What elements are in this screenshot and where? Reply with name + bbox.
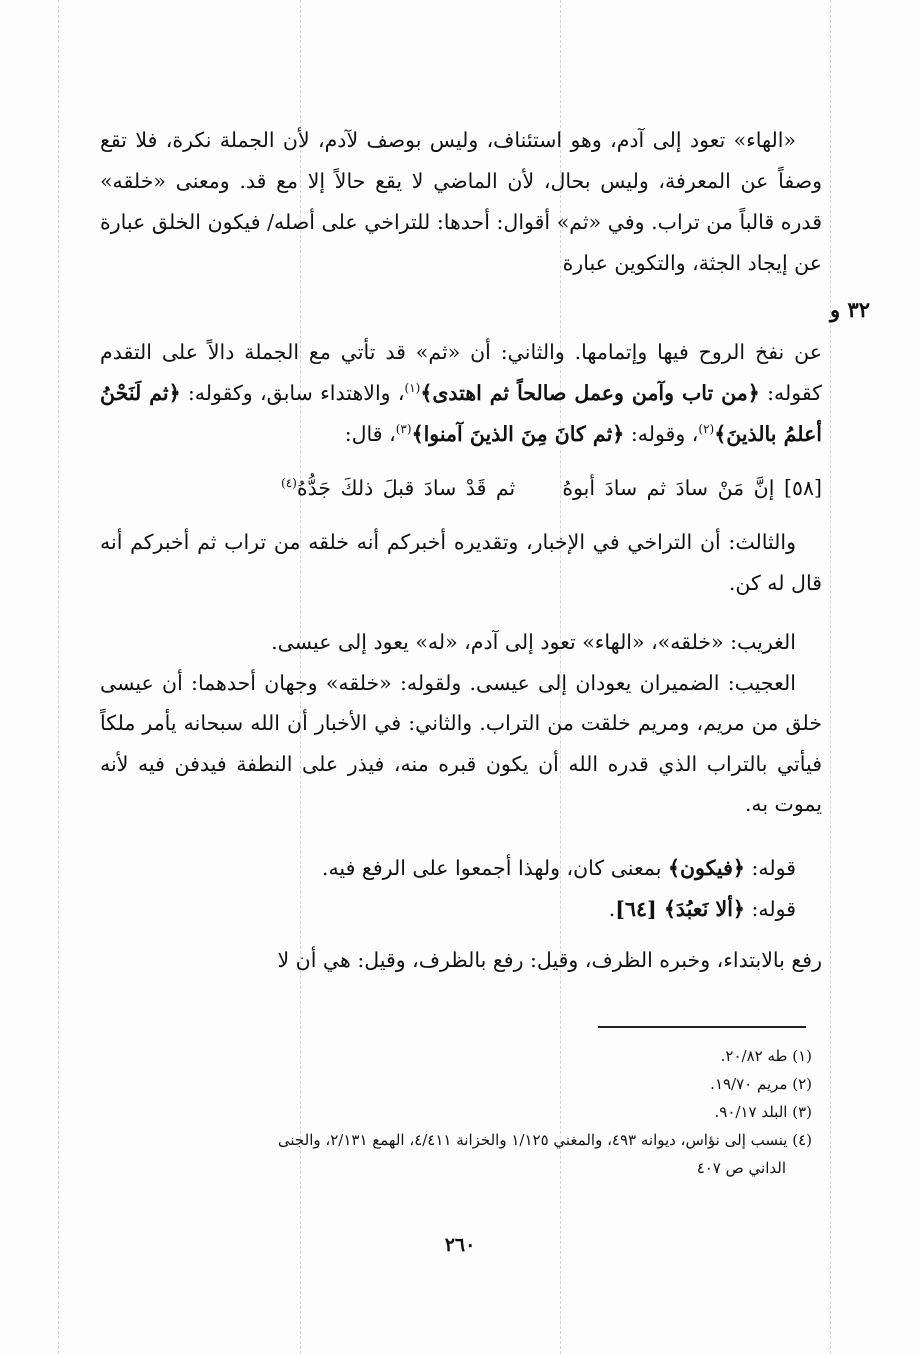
page-number: ٢٦٠ [444, 1234, 476, 1256]
quran-quote: ﴿ألا نَعبُدَ﴾ [٦٤] [615, 897, 745, 921]
footnote [100, 1098, 812, 1126]
paragraph-text: ، قال: [344, 422, 396, 446]
quran-quote: ﴿ثم لَنَحْنُ أعلمُ بالذينَ﴾ [100, 381, 822, 446]
paragraph-gharib [100, 622, 822, 663]
quran-quote: ﴿فيكون﴾ [667, 856, 745, 880]
footnote-marker: (٤) [281, 476, 297, 491]
footnotes [100, 1042, 812, 1182]
paragraph-text: ، والاهتداء سابق، وكقوله: [180, 381, 405, 405]
paragraph-haa-pronoun [100, 120, 822, 284]
quran-quote: ﴿من تاب وآمن وعمل صالحاً ثم اهتدى﴾ [420, 381, 760, 405]
paragraph-text: عن نفخ الروح فيها وإتمامها. والثاني: أن «ثم» قد تأتي مع الجملة دالاً على التقدم كقوله: [100, 340, 822, 405]
footnote-text: (١) طه ٢٠/٨٢. [720, 1047, 812, 1065]
verse-first-hemistich: إنَّ مَنْ سادَ ثم سادَ أبوهُ [562, 476, 775, 500]
paragraph-alla-nabuda [100, 889, 822, 930]
paragraph-text: ، وقوله: [624, 422, 699, 446]
paragraph-text: العجيب: الضميران يعودان إلى عيسى. ولقوله: «خلقه» وجهان أحدهما: أن عيسى خلق من مريم، ومريم خلقت من التراب. والثاني: في الأخبار أن الله سبحانه يأمر ملكاً فيأتي بالتراب الذي قدره الله أن يكون قبره منه، فيذر على النطفة فيدفن فيه لأنه يموت به. [100, 670, 822, 816]
poetry-verse [100, 468, 822, 508]
footnote-separator [598, 1026, 806, 1028]
quran-quote: ﴿ثم كانَ مِنَ الذينَ آمنوا﴾ [411, 422, 625, 446]
paragraph-fayakun [100, 848, 822, 889]
footnote [100, 1070, 812, 1098]
scan-guide-line [58, 0, 59, 1354]
scan-guide-line [830, 0, 831, 1354]
paragraph-text: قوله: [744, 856, 796, 880]
paragraph-text: الغريب: «خلقه»، «الهاء» تعود إلى آدم، «له» يعود إلى عيسى. [271, 630, 796, 654]
footnote [100, 1042, 812, 1070]
paragraph-text: . [608, 897, 616, 921]
footnote-text: (٣) البلد ٩٠/١٧. [714, 1103, 812, 1121]
footnote-text: (٢) مريم ١٩/٧٠. [710, 1075, 812, 1093]
paragraph-thumma-second-opinion [100, 332, 822, 455]
footnote-marker: (١) [404, 381, 421, 396]
verse-number: [٥٨] [783, 476, 822, 500]
paragraph-text: رفع بالابتداء، وخبره الظرف، وقيل: رفع بالظرف، وقيل: هي أن لا [277, 948, 822, 972]
footnote-marker: (٢) [698, 422, 715, 437]
footnote [100, 1126, 812, 1182]
footnote-text: (٤) ينسب إلى نؤاس، ديوانه ٤٩٣، والمغني ١/١٢٥ والخزانة ٤/٤١١، الهمع ٢/١٣١، والجنى [277, 1131, 812, 1149]
verse-second-hemistich: ثم قَدْ سادَ قبلَ ذلكَ جَدُّهُ [296, 476, 516, 500]
paragraph-ajib [100, 663, 822, 825]
paragraph-thumma-third-opinion [100, 522, 822, 604]
paragraph-text: بمعنى كان، ولهذا أجمعوا على الرفع فيه. [321, 856, 668, 880]
paragraph-text: «الهاء» تعود إلى آدم، وهو استئناف، وليس بوصف لآدم، لأن الجملة نكرة، فلا تقع وصفاً عن المعرفة، وليس بحال، لأن الماضي لا يقع حالاً إلا مع قد. ومعنى «خلقه» قدره قالباً من تراب. وفي «ثم» أقوال: أحدها: للتراخي على أصله/ فيكون الخلق عبارة عن إيجاد الجثة، والتكوين عبارة [100, 128, 822, 275]
paragraph-gharib-ajib [100, 622, 822, 825]
paragraph-rafa [100, 940, 822, 981]
paragraph-text: والثالث: أن التراخي في الإخبار، وتقديره أخبركم أنه خلقه من تراب ثم أخبركم أنه قال له كن. [100, 530, 822, 595]
paragraph-text: قوله: [744, 897, 796, 921]
margin-folio-reference: ٣٢ و [829, 297, 870, 322]
paragraph-qawluhu [100, 848, 822, 930]
footnote-marker: (٣) [395, 422, 412, 437]
footnote-continuation: الداني ص ٤٠٧ [696, 1159, 786, 1177]
